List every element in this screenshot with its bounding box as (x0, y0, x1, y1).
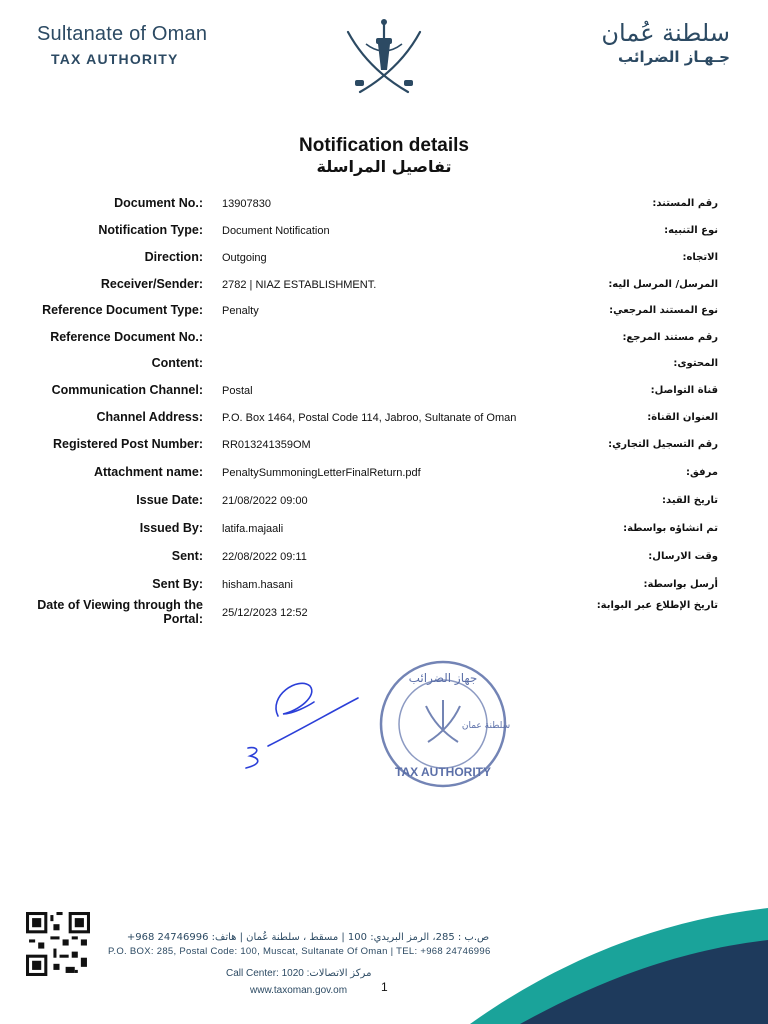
field-label-ar: رقم التسجيل التجاري: (608, 439, 718, 450)
field-label-en: Notification Type: (98, 223, 203, 237)
field-row-sent (0, 549, 768, 573)
field-value: 13907830 (222, 198, 271, 210)
field-label-en: Channel Address: (96, 410, 203, 424)
field-label-ar: تم انشاؤه بواسطة: (623, 523, 718, 534)
field-label-en: Attachment name: (93, 465, 203, 479)
oman-emblem-icon (338, 14, 430, 96)
field-label-en: Reference Document Type: (42, 303, 203, 317)
dept-name-ar: جـهـاز الضرائب (618, 48, 730, 66)
field-value: Document Notification (222, 225, 330, 237)
org-name-ar: سلطنة عُمان (601, 19, 730, 47)
field-value: 25/12/2023 12:52 (222, 607, 308, 619)
field-label-ar: العنوان القناة: (647, 412, 718, 423)
qr-code-icon (26, 912, 90, 976)
field-label-en: Content: (151, 356, 203, 370)
field-label-ar: المرسل/ المرسل اليه: (608, 279, 718, 290)
field-row-attachment-name (0, 465, 768, 489)
field-row-registered-post-number (0, 437, 768, 461)
field-label-ar: مرفق: (686, 467, 718, 478)
field-label-en: Direction: (144, 250, 203, 264)
page-number: 1 (381, 980, 388, 994)
footer-address-ar: ص.ب : 285، الرمز البريدي: 100 | مسقط ، سلطنة عُمان | هاتف: 24746996 968+ (126, 932, 490, 943)
org-name-en: Sultanate of Oman (37, 23, 208, 45)
field-value: PenaltySummoningLetterFinalReturn.pdf (222, 467, 421, 479)
field-value: 21/08/2022 09:00 (222, 495, 308, 507)
footer-address-en: P.O. BOX: 285, Postal Code: 100, Muscat, Sultanate Of Oman | TEL: +968 24746996 (108, 946, 491, 957)
field-label-ar: أرسل بواسطة: (643, 579, 718, 590)
field-label-ar: نوع التنبيه: (664, 225, 718, 236)
field-row-document-no (0, 196, 768, 220)
field-row-reference-document-type (0, 303, 768, 327)
signature-icon (238, 676, 368, 776)
page-title-en: Notification details (299, 135, 469, 156)
field-label-ar: تاريخ الإطلاع عبر البوابة: (596, 600, 718, 611)
field-row-date-of-viewing (0, 598, 768, 628)
field-value: 2782 | NIAZ ESTABLISHMENT. (222, 279, 377, 291)
stamp-text-ar-2: سلطنة عمان (461, 721, 511, 731)
field-value: hisham.hasani (222, 579, 293, 591)
tax-authority-stamp-icon (368, 660, 518, 788)
field-row-receiver-sender (0, 277, 768, 301)
field-label-ar: نوع المستند المرجعي: (609, 305, 718, 316)
field-row-communication-channel (0, 383, 768, 407)
field-label-ar: رقم مستند المرجع: (622, 332, 718, 343)
stamp-text-ar: جهاز الضرائب (408, 671, 478, 685)
field-label-ar: وقت الارسال: (648, 551, 718, 562)
stamp-text-en: TAX AUTHORITY (395, 765, 491, 779)
footer-call-center: Call Center: 1020 :مركز الاتصالات (226, 968, 372, 979)
field-row-reference-document-no (0, 330, 768, 354)
dept-name-en: TAX AUTHORITY (51, 51, 179, 67)
field-label-ar: رقم المستند: (652, 198, 718, 209)
field-value: RR013241359OM (222, 439, 311, 451)
field-row-notification-type (0, 223, 768, 247)
field-label-en: Sent: (171, 549, 203, 563)
field-value: Outgoing (222, 252, 267, 264)
field-row-channel-address (0, 410, 768, 434)
field-label-en: Communication Channel: (51, 383, 203, 397)
footer-website-link[interactable]: www.taxoman.gov.om (250, 985, 348, 996)
field-label-ar: قناة التواصل: (650, 385, 718, 396)
field-label-ar: المحتوى: (673, 358, 718, 369)
field-value: Postal (222, 385, 253, 397)
field-label-en: Reference Document No.: (50, 330, 203, 344)
field-row-content (0, 356, 768, 380)
field-row-issued-by (0, 521, 768, 545)
field-label-en: Receiver/Sender: (100, 277, 203, 291)
field-label-en: Issued By: (139, 521, 203, 535)
page-title-ar: تفاصيل المراسلة (316, 157, 452, 176)
field-label-en: Document No.: (114, 196, 203, 210)
field-label-en: Issue Date: (136, 493, 203, 507)
field-row-direction (0, 250, 768, 274)
field-value: latifa.majaali (222, 523, 284, 535)
field-value: P.O. Box 1464, Postal Code 114, Jabroo, Sultanate of Oman (222, 412, 517, 424)
field-label-ar: الاتجاه: (682, 252, 718, 263)
field-label-en: Registered Post Number: (52, 437, 203, 451)
field-row-issue-date (0, 493, 768, 517)
field-label-en: Sent By: (152, 577, 203, 591)
field-value: 22/08/2022 09:11 (222, 551, 307, 563)
field-value: Penalty (222, 305, 259, 317)
field-label-ar: تاريخ القيد: (662, 495, 718, 506)
field-label-en: Date of Viewing through the Portal: (37, 598, 203, 626)
